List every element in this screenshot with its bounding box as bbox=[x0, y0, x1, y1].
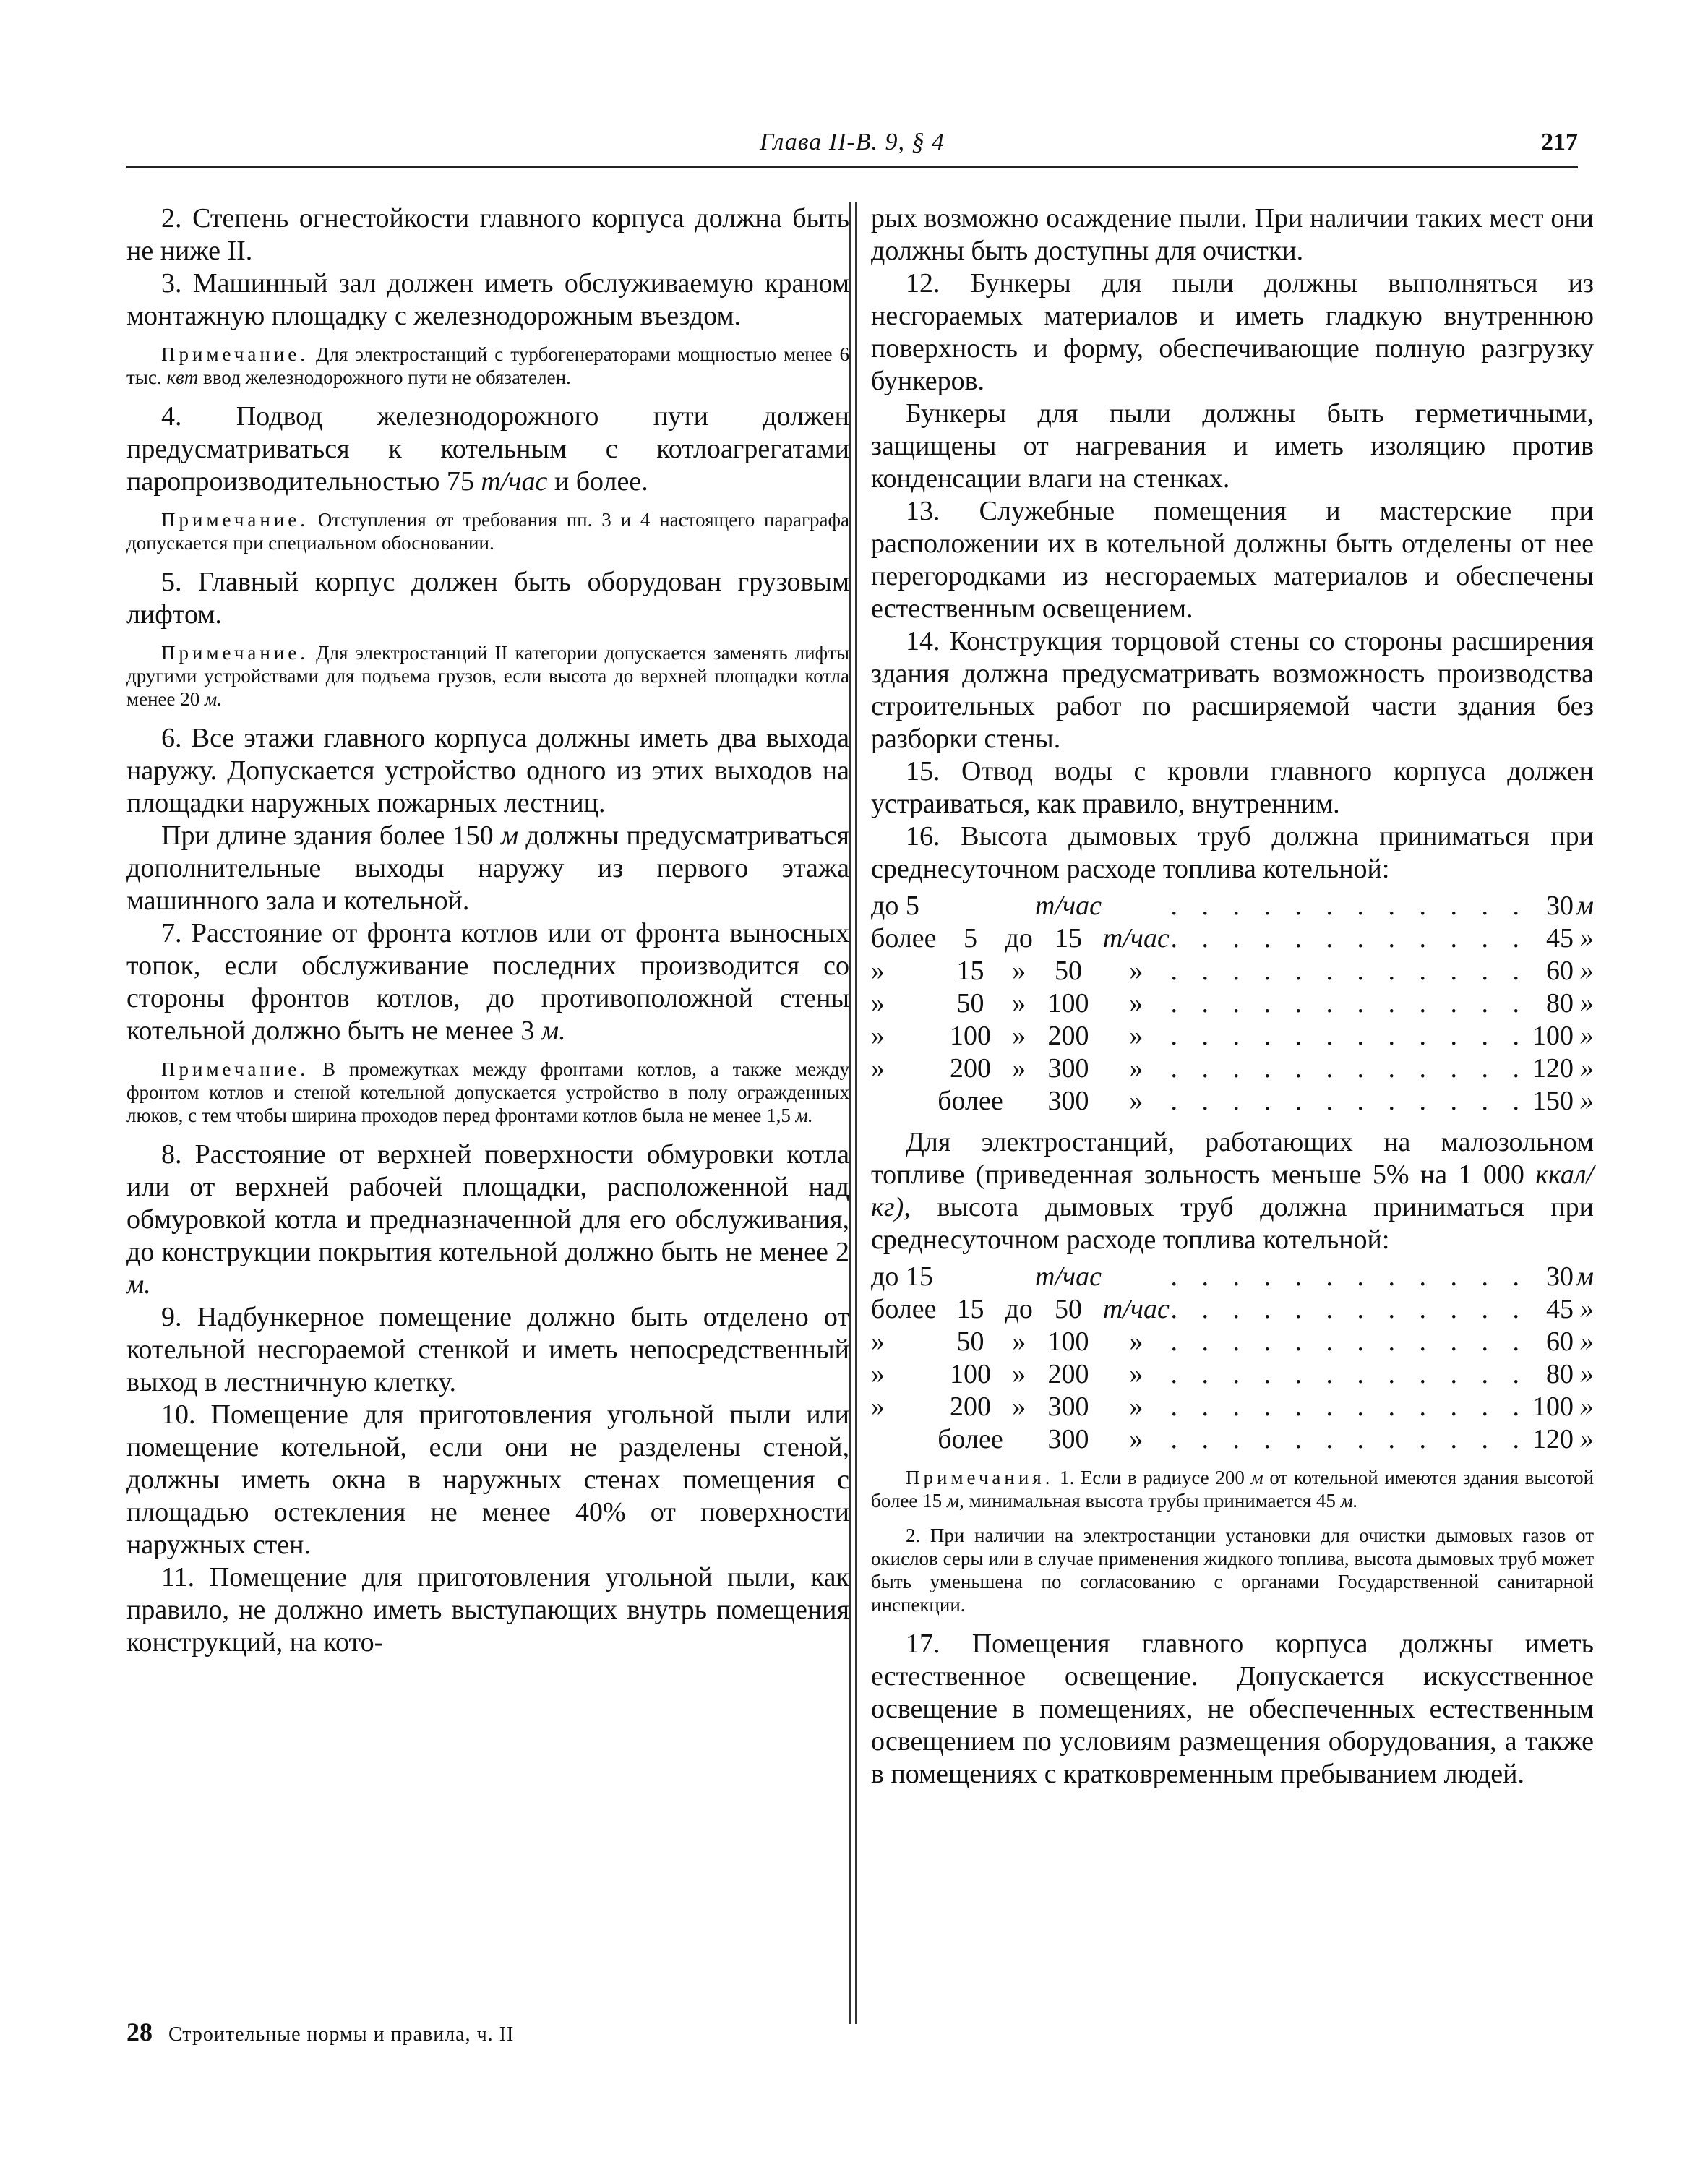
table-value: 60 bbox=[1545, 1326, 1574, 1357]
table-cell: » bbox=[871, 1392, 885, 1422]
table-cell: 300 bbox=[1047, 1053, 1089, 1084]
table-cell: » bbox=[1129, 988, 1143, 1019]
paragraph-6b: При длине здания более 150 м должны предусматриваться дополнительные выходы наружу из первого этажа машинного зала и котельной. bbox=[126, 820, 849, 916]
table-cell: 300 bbox=[1047, 1424, 1089, 1454]
table-row bbox=[871, 890, 1594, 922]
table-cell: т/час bbox=[1035, 1261, 1102, 1292]
note-3: Примечание. Для электростанций с турбогенераторами мощностью менее 6 тыс. квт ввод железнодорожного пути не обязателен. bbox=[126, 343, 850, 388]
table-unit: » bbox=[1580, 1053, 1594, 1084]
table-cell bbox=[1102, 1261, 1170, 1293]
paragraph-8: 8. Расстояние от верхней поверхности обмуровки котла или от верхней рабочей площадки, расположенной над обмуровкой котла и предназначенной для его обслуживания, до конструкции покрытия котельной должно быть не менее 2 м. bbox=[126, 1139, 849, 1300]
note-7: Примечание. В промежутках между фронтами котлов, а также между фронтом котлов и стеной котельной допускается устройство в полу огражденных люков, с тем чтобы ширина проходов перед фронтами котлов была не менее 1,5 м. bbox=[126, 1058, 850, 1126]
table-unit: » bbox=[1580, 1424, 1594, 1454]
column-divider bbox=[849, 202, 857, 2024]
paragraph-12b: Бункеры для пыли должны быть герметичными, защищены от нагревания и иметь изоляцию против конденсации влаги на стенках. bbox=[871, 398, 1594, 494]
table-cell: до bbox=[1005, 1294, 1033, 1324]
dot-leader: . . . . . . . . . . . . bbox=[1170, 1326, 1529, 1357]
table-row bbox=[871, 922, 1594, 955]
dot-leader: . . . . . . . . . . . . bbox=[1170, 1359, 1529, 1389]
table-row bbox=[871, 1358, 1594, 1391]
table-cell: » bbox=[1129, 1392, 1143, 1422]
paragraph-5: 5. Главный корпус должен быть оборудован грузовым лифтом. bbox=[126, 567, 849, 630]
note-4: Примечание. Отступления от требования пп. 3 и 4 настоящего параграфа допускается при специальном обосновании. bbox=[126, 509, 849, 554]
table-cell bbox=[1003, 1423, 1035, 1456]
table-cell: » bbox=[871, 988, 885, 1019]
table-cell: 100 bbox=[949, 1021, 991, 1051]
table-unit: » bbox=[1580, 1359, 1594, 1389]
page-header bbox=[126, 129, 1578, 168]
table-cell bbox=[1102, 890, 1170, 922]
table-cell: 50 bbox=[956, 1326, 984, 1357]
table-unit: » bbox=[1580, 1086, 1594, 1116]
table-cell: » bbox=[1012, 1392, 1026, 1422]
table-cell: более bbox=[871, 923, 937, 953]
paragraph-10: 10. Помещение для приготовления угольной пыли или помещение котельной, если они не разделены стеной, должны иметь окна в наружных стенах помещения с площадью остекления не менее 40% от поверхности наружных стен. bbox=[126, 1399, 849, 1560]
table-cell bbox=[937, 1261, 1003, 1293]
table-value: 30 bbox=[1545, 1261, 1574, 1292]
table-value: 80 bbox=[1545, 988, 1574, 1019]
table-cell: » bbox=[1012, 1053, 1026, 1084]
note-5: Примечание. Для электростанций II категории допускается заменять лифты другими устройствами для подъема грузов, если высота до верхней площадки котла менее 20 м. bbox=[126, 642, 850, 710]
table-cell: » bbox=[1012, 1021, 1026, 1051]
notes-2: 2. При наличии на электростанции установки для очистки дымовых газов от окислов серы или в случае применения жидкого топлива, высота дымовых труб может быть уменьшена по согласованию с органами Государственной санитарной инспекции. bbox=[871, 1525, 1594, 1616]
table-cell: » bbox=[1012, 956, 1026, 986]
signature-number: 28 bbox=[126, 2018, 153, 2046]
table-cell: » bbox=[1129, 956, 1143, 986]
table-value: 100 bbox=[1532, 1392, 1574, 1422]
table-cell: » bbox=[1012, 1326, 1026, 1357]
table-unit: м bbox=[1576, 1261, 1594, 1292]
table-cell: 15 bbox=[956, 1294, 984, 1324]
table-row bbox=[871, 1326, 1594, 1358]
table-value: 30 bbox=[1545, 891, 1574, 921]
table-cell: т/час bbox=[1102, 1294, 1170, 1324]
paragraph-17: 17. Помещения главного корпуса должны иметь естественное освещение. Допускается искусственное освещение в помещениях, не обеспеченных естественным освещением по условиям размещения оборудования, а также в помещениях с кратковременным пребыванием людей. bbox=[871, 1629, 1594, 1789]
page-number: 217 bbox=[1541, 129, 1578, 155]
left-column bbox=[126, 202, 849, 1659]
table-row bbox=[871, 1391, 1594, 1423]
running-head: Глава II-В. 9, § 4 bbox=[759, 129, 945, 155]
dot-leader: . . . . . . . . . . . . bbox=[1170, 956, 1529, 986]
notes-1: Примечания. 1. Если в радиусе 200 м от котельной имеются здания высотой более 15 м, минимальная высота трубы принимается 45 м. bbox=[871, 1467, 1595, 1512]
table-row bbox=[871, 1293, 1594, 1326]
dot-leader: . . . . . . . . . . . . bbox=[1170, 1424, 1529, 1454]
footer-title: Строительные нормы и правила, ч. II bbox=[168, 2023, 515, 2046]
table-row bbox=[871, 1052, 1594, 1085]
table-cell bbox=[1003, 1261, 1035, 1293]
table-row bbox=[871, 1423, 1594, 1456]
table-cell: 200 bbox=[1047, 1021, 1089, 1051]
table-cell: 50 bbox=[956, 988, 984, 1019]
table-cell: более bbox=[871, 1294, 937, 1324]
table-cell: 50 bbox=[1055, 1294, 1083, 1324]
table-cell bbox=[1003, 890, 1035, 922]
paragraph-13: 13. Служебные помещения и мастерские при расположении их в котельной должны быть отделены от нее перегородками из несгораемых материалов и обеспечены естественным освещением. bbox=[871, 496, 1594, 624]
table-cell: 200 bbox=[949, 1053, 991, 1084]
table-cell: 15 bbox=[1055, 923, 1083, 953]
table-unit: » bbox=[1580, 923, 1594, 953]
table-cell: 15 bbox=[956, 956, 984, 986]
table-cell: » bbox=[1129, 1326, 1143, 1357]
paragraph-4: 4. Подвод железнодорожного пути должен предусматриваться к котельным с котлоагрегатами паропроизводительностью 75 т/час и более. bbox=[126, 401, 849, 497]
table-value: 120 bbox=[1532, 1053, 1574, 1084]
paragraph-11-continued: рых возможно осаждение пыли. При наличии таких мест они должны быть доступны для очистки. bbox=[871, 203, 1594, 266]
page-footer bbox=[126, 2017, 514, 2047]
table-cell bbox=[1003, 1085, 1035, 1118]
dot-leader: . . . . . . . . . . . . bbox=[1170, 1261, 1529, 1292]
right-column bbox=[871, 202, 1594, 1791]
table-unit: » bbox=[1580, 1326, 1594, 1357]
table-row bbox=[871, 1261, 1594, 1293]
paragraph-16: 16. Высота дымовых труб должна приниматься при среднесуточном расходе топлива котельной: bbox=[871, 821, 1594, 884]
table-cell: » bbox=[871, 956, 885, 986]
table-cell: 200 bbox=[1047, 1359, 1089, 1389]
table-value: 150 bbox=[1532, 1086, 1574, 1116]
table-cell: » bbox=[871, 1053, 885, 1084]
paragraph-16b: Для электростанций, работающих на малозольном топливе (приведенная зольность меньше 5% на 1 000 ккал/кг), высота дымовых труб должна приниматься при среднесуточном расходе топлива котельной: bbox=[871, 1127, 1594, 1255]
table-unit: » bbox=[1580, 956, 1594, 986]
paragraph-11: 11. Помещение для приготовления угольной пыли, как правило, не должно иметь выступающих внутрь помещения конструкций, на кото- bbox=[126, 1562, 849, 1658]
paragraph-7: 7. Расстояние от фронта котлов или от фронта выносных топок, если обслуживание последних производится со стороны фронтов котлов, до противоположной стены котельной должно быть не менее 3 м. bbox=[126, 918, 849, 1046]
table-value: 45 bbox=[1545, 923, 1574, 953]
table-cell: т/час bbox=[1035, 891, 1102, 921]
table-row bbox=[871, 987, 1594, 1020]
dot-leader: . . . . . . . . . . . . bbox=[1170, 1392, 1529, 1422]
dot-leader: . . . . . . . . . . . . bbox=[1170, 1086, 1529, 1116]
table-unit: » bbox=[1580, 1021, 1594, 1051]
table-cell: » bbox=[1129, 1424, 1143, 1454]
note-label: Примечание. bbox=[161, 642, 309, 664]
table-unit: » bbox=[1580, 1392, 1594, 1422]
table-cell: 100 bbox=[1047, 988, 1089, 1019]
table-cell: » bbox=[871, 1021, 885, 1051]
table-cell bbox=[937, 890, 1003, 922]
dot-leader: . . . . . . . . . . . . bbox=[1170, 891, 1529, 921]
table-cell: » bbox=[871, 1359, 885, 1389]
chimney-height-table-1 bbox=[871, 890, 1594, 1118]
paragraph-3: 3. Машинный зал должен иметь обслуживаемую краном монтажную площадку с железнодорожным въездом. bbox=[126, 268, 849, 331]
table-cell: » bbox=[1012, 1359, 1026, 1389]
paragraph-2: 2. Степень огнестойкости главного корпуса должна быть не ниже II. bbox=[126, 203, 849, 266]
table-cell: более bbox=[937, 1424, 1003, 1454]
dot-leader: . . . . . . . . . . . . bbox=[1170, 1294, 1529, 1324]
dot-leader: . . . . . . . . . . . . bbox=[1170, 923, 1529, 953]
table-cell: » bbox=[1129, 1359, 1143, 1389]
table-cell: » bbox=[1129, 1086, 1143, 1116]
table-cell: 300 bbox=[1047, 1392, 1089, 1422]
table-row bbox=[871, 955, 1594, 987]
table-value: 80 bbox=[1545, 1359, 1574, 1389]
dot-leader: . . . . . . . . . . . . bbox=[1170, 1021, 1529, 1051]
table-unit: » bbox=[1580, 988, 1594, 1019]
table-cell: 100 bbox=[949, 1359, 991, 1389]
table-cell: более bbox=[937, 1086, 1003, 1116]
table-cell bbox=[871, 1085, 937, 1118]
table-cell: » bbox=[1012, 988, 1026, 1019]
table-cell: 200 bbox=[949, 1392, 991, 1422]
table-value: 60 bbox=[1545, 956, 1574, 986]
note-label: Примечание. bbox=[161, 1058, 309, 1080]
table-cell: до 15 bbox=[871, 1261, 933, 1292]
table-cell: 5 bbox=[963, 923, 977, 953]
paragraph-6: 6. Все этажи главного корпуса должны иметь два выхода наружу. Допускается устройство одного из этих выходов на площадки наружных пожарных лестниц. bbox=[126, 723, 849, 818]
table-cell bbox=[871, 1423, 937, 1456]
table-row bbox=[871, 1085, 1594, 1118]
dot-leader: . . . . . . . . . . . . bbox=[1170, 1053, 1529, 1084]
table-value: 100 bbox=[1532, 1021, 1574, 1051]
chimney-height-table-2 bbox=[871, 1261, 1594, 1456]
notes-label: Примечания. bbox=[906, 1467, 1054, 1488]
paragraph-9: 9. Надбункерное помещение должно быть отделено от котельной несгораемой стенкой и иметь непосредственный выход в лестничную клетку. bbox=[126, 1302, 849, 1397]
table-cell: » bbox=[1129, 1053, 1143, 1084]
note-label: Примечание. bbox=[161, 509, 309, 531]
paragraph-15: 15. Отвод воды с кровли главного корпуса должен устраиваться, как правило, внутренним. bbox=[871, 756, 1594, 819]
table-cell: до bbox=[1005, 923, 1033, 953]
table-cell: 300 bbox=[1047, 1086, 1089, 1116]
table-value: 45 bbox=[1545, 1294, 1574, 1324]
paragraph-14: 14. Конструкция торцовой стены со стороны расширения здания должна предусматривать возможность производства строительных работ по расширяемой части здания без разборки стены. bbox=[871, 626, 1594, 754]
note-label: Примечание. bbox=[161, 343, 309, 365]
table-cell: » bbox=[871, 1326, 885, 1357]
table-row bbox=[871, 1020, 1594, 1052]
dot-leader: . . . . . . . . . . . . bbox=[1170, 988, 1529, 1019]
table-unit: » bbox=[1580, 1294, 1594, 1324]
paragraph-12: 12. Бункеры для пыли должны выполняться из несгораемых материалов и иметь гладкую внутреннюю поверхность и форму, обеспечивающие полную разгрузку бункеров. bbox=[871, 268, 1594, 396]
table-value: 120 bbox=[1532, 1424, 1574, 1454]
table-cell: 100 bbox=[1047, 1326, 1089, 1357]
table-cell: 50 bbox=[1055, 956, 1083, 986]
table-unit: м bbox=[1576, 891, 1594, 921]
table-cell: » bbox=[1129, 1021, 1143, 1051]
table-cell: до 5 bbox=[871, 891, 919, 921]
table-cell: т/час bbox=[1102, 923, 1170, 953]
